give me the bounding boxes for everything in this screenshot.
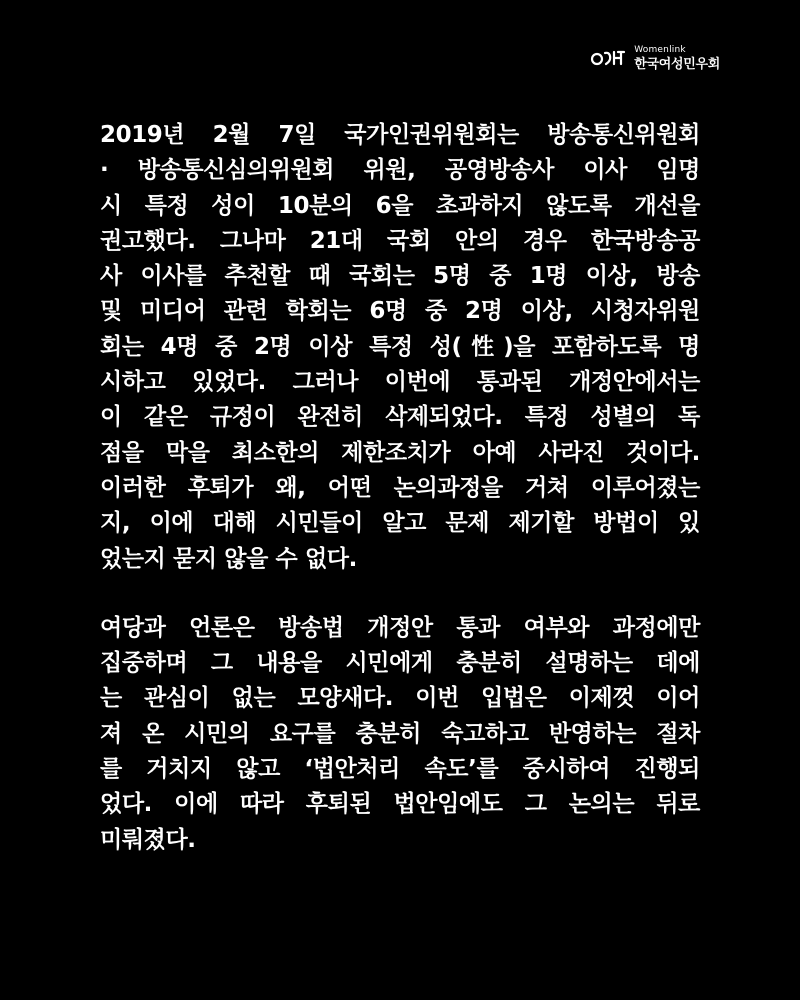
text-line: 미뤄졌다. (100, 826, 196, 853)
text-line: 2019년 2월 7일 국가인권위원회는 방송통신위원회 (100, 122, 700, 148)
text-line: 권고했다. 그나마 21대 국회 안의 경우 한국방송공 (100, 227, 700, 254)
logo-text (634, 46, 720, 71)
logo-english-name: Womenlink (634, 44, 686, 55)
text-line: 집중하며 그 내용을 시민에게 충분히 설명하는 데에 (100, 650, 700, 677)
text-line: 시 특정 성이 10분의 6을 초과하지 않도록 개선을 (100, 192, 700, 219)
womenlink-logo (590, 44, 720, 72)
text-line: 는 관심이 없는 모양새다. 이번 입법은 이제껏 이어 (100, 685, 700, 712)
text-line: · 방송통신심의위원회 위원, 공영방송사 이사 임명 (100, 157, 700, 184)
logo-korean-name: 한국여성민우회 (634, 56, 720, 72)
paragraph-2 (100, 611, 700, 858)
text-line: 사 이사를 추천할 때 국회는 5명 중 1명 이상, 방송 (100, 263, 700, 290)
text-line: 및 미디어 관련 학회는 6명 중 2명 이상, 시청자위원 (100, 298, 700, 325)
text-line: 이러한 후퇴가 왜, 어떤 논의과정을 거쳐 이루어졌는 (100, 474, 700, 501)
article-body (100, 118, 700, 858)
text-line: 이 같은 규정이 완전히 삭제되었다. 특정 성별의 독 (100, 404, 700, 431)
text-line: 여당과 언론은 방송법 개정안 통과 여부와 과정에만 (100, 614, 700, 641)
text-line: 었다. 이에 따라 후퇴된 법안임에도 그 논의는 뒤로 (100, 791, 700, 818)
womenlink-logo-icon (590, 44, 628, 72)
text-line: 지, 이에 대해 시민들이 알고 문제 제기할 방법이 있 (100, 510, 700, 537)
text-line: 져 온 시민의 요구를 충분히 숙고하고 반영하는 절차 (100, 720, 700, 747)
text-line: 었는지 묻지 않을 수 없다. (100, 545, 357, 572)
text-line: 시하고 있었다. 그러나 이번에 통과된 개정안에서는 (100, 369, 700, 396)
paragraph-1 (100, 118, 700, 577)
text-line: 를 거치지 않고 ‘법안처리 속도’를 중시하여 진행되 (100, 756, 700, 783)
text-line: 점을 막을 최소한의 제한조치가 아예 사라진 것이다. (100, 439, 700, 466)
text-line: 회는 4명 중 2명 이상 특정 성(性)을 포함하도록 명 (100, 333, 700, 360)
